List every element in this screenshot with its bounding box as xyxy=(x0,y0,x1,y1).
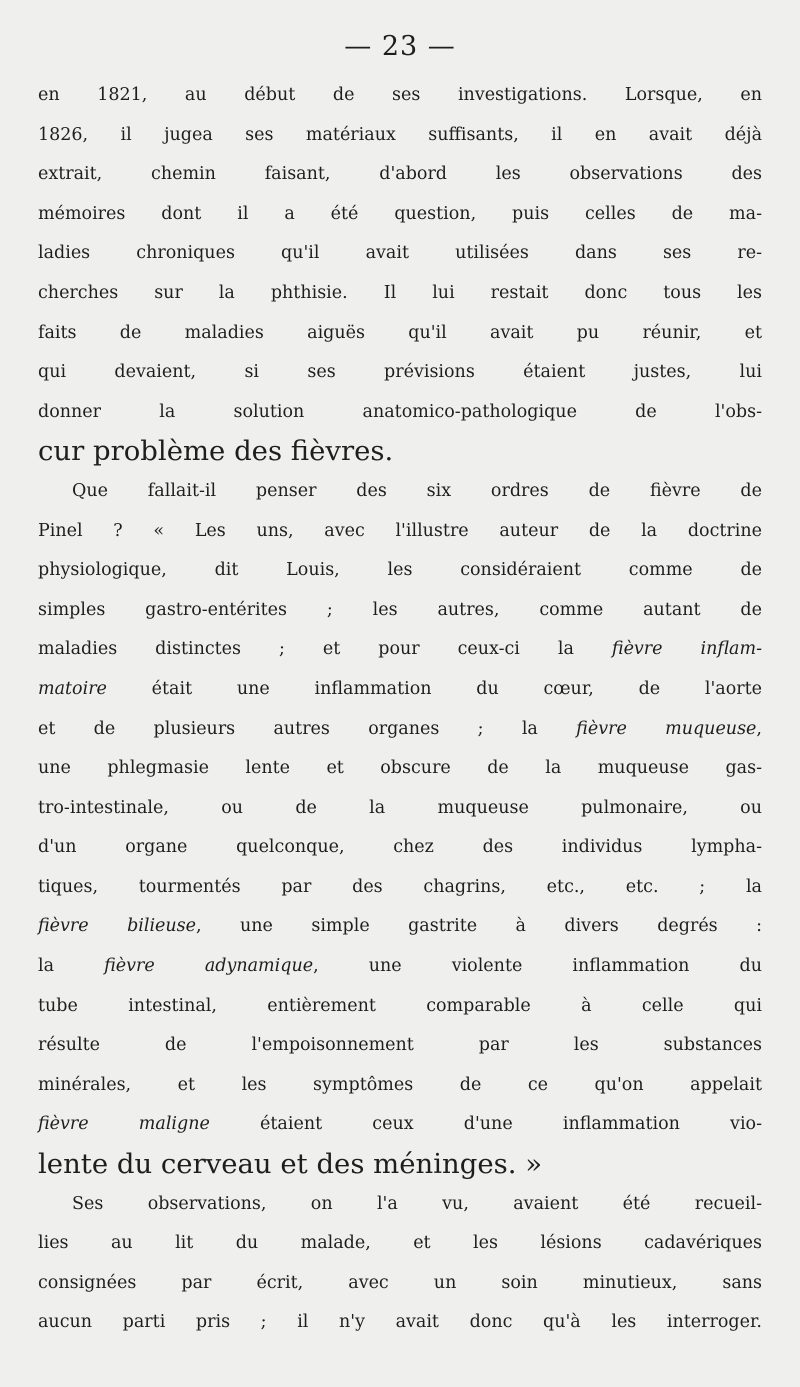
text-line xyxy=(38,472,762,512)
text-segment: ladies chroniques qu'il avait utilisées dans ses re- xyxy=(38,243,762,264)
text-line xyxy=(38,591,762,631)
text-segment: 1826, il jugea ses matériaux suffisants, il en avait déjà xyxy=(38,124,762,145)
text-line xyxy=(38,710,762,750)
text-segment: mémoires dont il a été question, puis celles de ma- xyxy=(38,203,762,224)
text-segment: simples gastro-entérites ; les autres, comme autant de xyxy=(38,599,762,620)
text-line xyxy=(38,987,762,1027)
text-line xyxy=(38,1264,762,1304)
text-segment: consignées par écrit, avec un soin minutieux, sans xyxy=(38,1272,762,1293)
text-segment: la xyxy=(38,956,105,977)
text-line xyxy=(38,1066,762,1106)
text-line xyxy=(38,828,762,868)
text-line xyxy=(38,76,762,116)
text-segment: qui devaient, si ses prévisions étaient justes, lui xyxy=(38,362,762,383)
text-line xyxy=(38,116,762,156)
text-line xyxy=(38,1185,762,1225)
text-line xyxy=(38,234,762,274)
text-segment: lente du cerveau et des méninges. » xyxy=(38,1148,543,1181)
text-line xyxy=(38,947,762,987)
text-line xyxy=(38,749,762,789)
text-line xyxy=(38,670,762,710)
text-line xyxy=(38,432,762,472)
text-segment: , xyxy=(756,718,762,739)
text-segment: était une inflammation du cœur, de l'aorte xyxy=(106,678,762,699)
text-segment: minérales, et les symptômes de ce qu'on appelait xyxy=(38,1074,762,1095)
text-line xyxy=(38,789,762,829)
text-segment: , une violente inflammation du xyxy=(313,956,762,977)
text-line xyxy=(38,551,762,591)
text-segment: lies au lit du malade, et les lésions cadavériques xyxy=(38,1233,762,1254)
text-segment: tube intestinal, entièrement comparable à celle qui xyxy=(38,995,762,1016)
text-line xyxy=(38,274,762,314)
text-segment: Pinel ? « Les uns, avec l'illustre auteur de la doctrine xyxy=(38,520,762,541)
text-segment: tiques, tourmentés par des chagrins, etc., etc. ; la xyxy=(38,876,762,897)
italic-text-segment: fièvre bilieuse xyxy=(38,916,197,937)
text-line xyxy=(38,195,762,235)
italic-text-segment: fièvre maligne xyxy=(38,1114,210,1135)
text-line xyxy=(38,1224,762,1264)
italic-text-segment: matoire xyxy=(38,678,107,699)
text-line xyxy=(38,1026,762,1066)
text-segment: et de plusieurs autres organes ; la xyxy=(38,718,577,739)
text-segment: cherches sur la phthisie. Il lui restait donc tous les xyxy=(38,282,762,303)
text-segment: aucun parti pris ; il n'y avait donc qu'à les interroger. xyxy=(38,1312,762,1333)
text-segment: , une simple gastrite à divers degrés : xyxy=(196,916,762,937)
text-line xyxy=(38,1303,762,1343)
text-segment: faits de maladies aiguës qu'il avait pu réunir, et xyxy=(38,322,762,343)
text-segment: résulte de l'empoisonnement par les substances xyxy=(38,1035,762,1056)
text-segment: physiologique, dit Louis, les considéraient comme de xyxy=(38,560,762,581)
text-line xyxy=(38,353,762,393)
text-segment: une phlegmasie lente et obscure de la muqueuse gas- xyxy=(38,758,762,779)
text-line xyxy=(38,155,762,195)
text-line xyxy=(38,393,762,433)
italic-text-segment: fièvre inflam- xyxy=(611,639,762,660)
body-text xyxy=(38,76,762,1343)
text-line xyxy=(38,868,762,908)
text-segment: Que fallait-il penser des six ordres de fièvre de xyxy=(72,480,762,501)
text-segment: donner la solution anatomico-pathologique de l'obs- xyxy=(38,401,762,422)
text-segment: d'un organe quelconque, chez des individus lympha- xyxy=(38,837,762,858)
text-line xyxy=(38,1105,762,1145)
text-line xyxy=(38,314,762,354)
text-line xyxy=(38,907,762,947)
text-segment: Ses observations, on l'a vu, avaient été recueil- xyxy=(72,1193,762,1214)
text-line xyxy=(38,512,762,552)
text-segment: cur problème des fièvres. xyxy=(38,435,394,468)
text-segment: étaient ceux d'une inflammation vio- xyxy=(209,1114,762,1135)
italic-text-segment: fièvre adynamique xyxy=(104,956,314,977)
text-segment: tro-intestinale, ou de la muqueuse pulmonaire, ou xyxy=(38,797,762,818)
text-line xyxy=(38,630,762,670)
text-segment: extrait, chemin faisant, d'abord les observations des xyxy=(38,164,762,185)
text-segment: en 1821, au début de ses investigations. Lorsque, en xyxy=(38,85,762,105)
page-number: — 23 — xyxy=(344,31,456,62)
text-line xyxy=(38,1145,762,1185)
italic-text-segment: fièvre muqueuse xyxy=(576,718,757,739)
text-segment: maladies distinctes ; et pour ceux-ci la xyxy=(38,639,612,660)
